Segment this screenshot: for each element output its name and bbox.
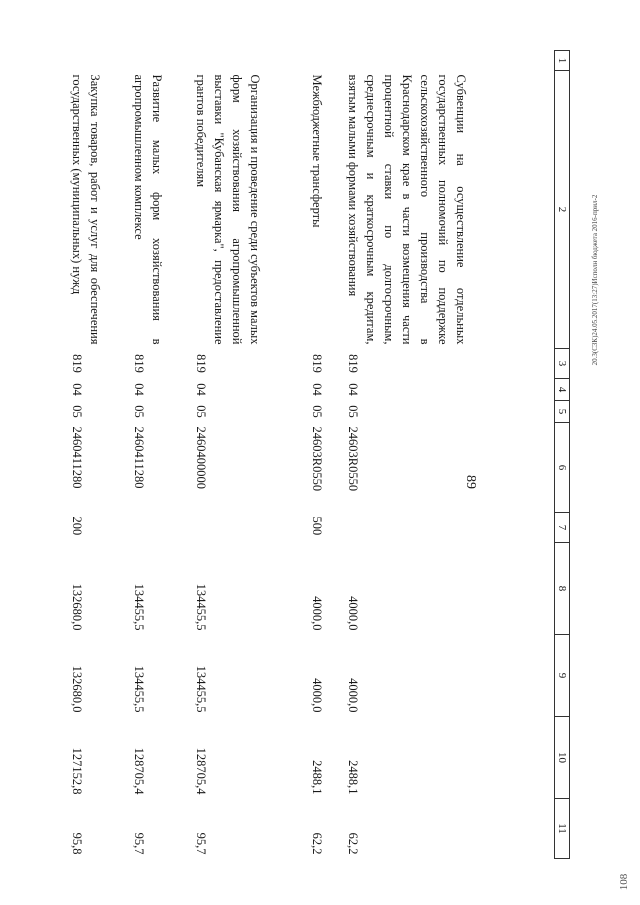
footer-file-path: 20.3(СЗК)24.05.2017(13:27)Исполн бюджета 2016-прил-2	[591, 194, 599, 366]
row-csr: 2460411280	[70, 426, 84, 489]
table-row	[306, 51, 342, 859]
row-plan: 134455,5	[194, 583, 208, 631]
header-cell: 8	[555, 543, 570, 635]
row-name: Развитие малых форм хозяйствования в агропромышленном комплексе	[132, 74, 164, 345]
header-cell: 7	[555, 513, 570, 543]
row-adj: 134455,5	[194, 665, 208, 713]
row-rz: 04	[70, 383, 84, 396]
row-number-cell	[342, 51, 555, 71]
row-gr: 819	[70, 354, 84, 373]
row-name: Субвенции на осуществление отдельных государственных полномочий по поддержке сельскохозяйственного производства в Краснодарском крае в части возмещения части процентной ставки по долгосрочным, среднесрочным и краткосрочным кредитам, взятым малыми формами хозяйствования	[346, 74, 468, 345]
row-rz: 04	[132, 383, 146, 396]
row-rz: 04	[194, 383, 208, 396]
header-cell: 6	[555, 423, 570, 513]
row-pr: 05	[310, 405, 324, 418]
header-cell: 9	[555, 635, 570, 717]
row-vr: 200	[70, 516, 84, 536]
row-adj: 4000,0	[346, 678, 360, 713]
row-gr: 819	[310, 354, 324, 373]
row-fact: 2488,1	[310, 760, 324, 795]
header-cell: 3	[555, 349, 570, 379]
row-fact: 128705,4	[132, 747, 146, 795]
row-adj: 4000,0	[310, 678, 324, 713]
row-fact: 127152,8	[70, 747, 84, 795]
row-name: Закупка товаров, работ и услуг для обеспечения государственных (муниципальных) нужд	[70, 74, 102, 345]
table-row	[190, 51, 306, 859]
table-row	[66, 51, 128, 859]
row-name: Организация и проведение среди субъектов малых форм хозяйствования агропромышленной выставки "Кубанская ярмарка", предоставление грантов победителям	[194, 74, 262, 345]
row-number-cell	[66, 51, 128, 71]
row-fact: 128705,4	[194, 747, 208, 795]
row-csr: 2460400000	[194, 426, 208, 489]
row-pct: 62,2	[346, 832, 360, 855]
row-vr	[342, 513, 555, 543]
row-gr: 819	[346, 354, 360, 373]
row-pct: 95,7	[132, 832, 146, 855]
header-cell: 5	[555, 401, 570, 423]
row-gr: 819	[132, 354, 146, 373]
header-cell: 2	[555, 71, 570, 349]
row-gr: 819	[194, 354, 208, 373]
header-cell: 10	[555, 717, 570, 799]
header-cell: 11	[555, 799, 570, 859]
row-pct: 62,2	[310, 832, 324, 855]
header-row	[555, 51, 570, 859]
header-cell: 1	[555, 51, 570, 71]
row-plan: 132680,0	[70, 583, 84, 631]
row-csr: 24603R0550	[310, 426, 324, 492]
row-number-cell	[306, 51, 342, 71]
row-pr: 05	[70, 405, 84, 418]
row-pr: 05	[194, 405, 208, 418]
row-vr	[128, 513, 190, 543]
row-pr: 05	[132, 405, 146, 418]
row-pct: 95,8	[70, 832, 84, 855]
row-fact: 2488,1	[346, 760, 360, 795]
budget-table	[66, 50, 570, 859]
row-vr	[190, 513, 306, 543]
row-rz: 04	[310, 383, 324, 396]
row-number-cell	[128, 51, 190, 71]
row-csr: 2460411280	[132, 426, 146, 489]
row-name: Межбюджетные трансферты	[310, 74, 324, 228]
row-csr: 24603R0550	[346, 426, 360, 492]
page-number: 89	[463, 475, 478, 489]
table-row	[342, 51, 555, 859]
row-plan: 134455,5	[132, 583, 146, 631]
row-plan: 4000,0	[346, 596, 360, 631]
row-rz: 04	[346, 383, 360, 396]
corner-mark: 108	[618, 873, 630, 891]
row-pr: 05	[346, 405, 360, 418]
row-plan: 4000,0	[310, 596, 324, 631]
rotated-table-container	[70, 50, 570, 858]
row-pct: 95,7	[194, 832, 208, 855]
table-row	[128, 51, 190, 859]
row-vr: 500	[310, 516, 324, 536]
row-adj: 134455,5	[132, 665, 146, 713]
header-cell: 4	[555, 379, 570, 401]
row-adj: 132680,0	[70, 665, 84, 713]
row-number-cell	[190, 51, 306, 71]
